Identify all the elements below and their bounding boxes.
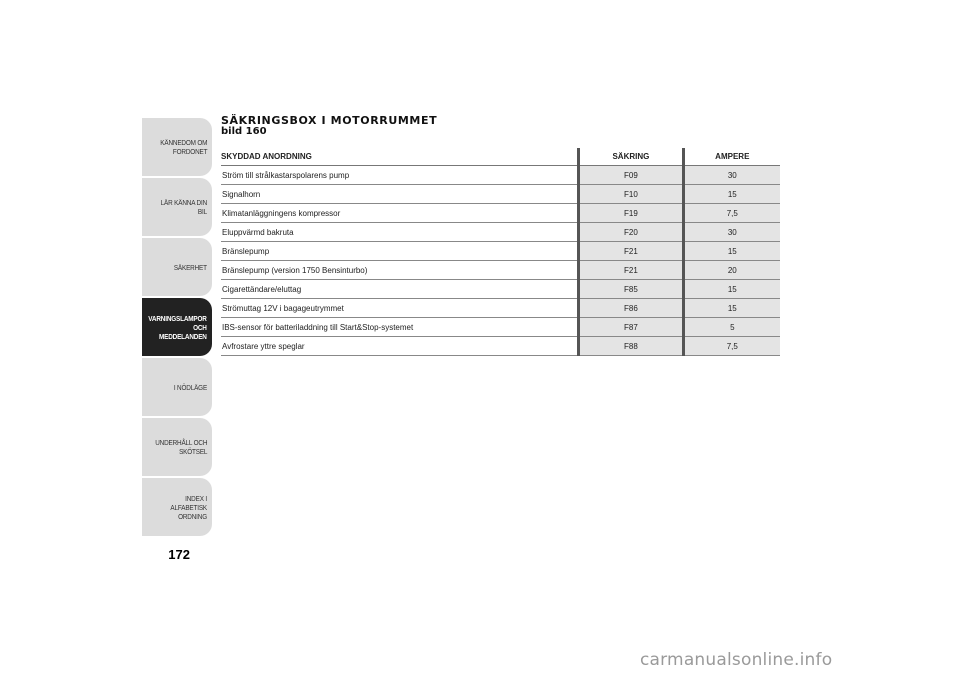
tab-label: KÄNNEDOM OM FORDONET — [159, 138, 207, 156]
cell-ampere: 15 — [683, 185, 780, 204]
table-row — [221, 299, 780, 318]
page-number: 172 — [168, 547, 190, 562]
tab-varningslampor-och-meddelanden[interactable] — [142, 298, 212, 356]
cell-fuse: F21 — [579, 261, 683, 280]
cell-fuse: F09 — [579, 166, 683, 185]
cell-fuse: F85 — [579, 280, 683, 299]
cell-ampere: 15 — [683, 242, 780, 261]
table-row — [221, 166, 780, 185]
tab-lar-kanna-din-bil[interactable] — [142, 178, 212, 236]
table-row — [221, 223, 780, 242]
cell-device: Bränslepump — [221, 242, 579, 261]
tab-sakerhet[interactable] — [142, 238, 212, 296]
tab-label: I NÖDLÄGE — [173, 382, 207, 392]
cell-device: Strömuttag 12V i bagageutrymmet — [221, 299, 579, 318]
tab-underhall-och-skotsel[interactable] — [142, 418, 212, 476]
cell-ampere: 15 — [683, 299, 780, 318]
tab-kannedom-om-fordonet[interactable] — [142, 118, 212, 176]
cell-device: Signalhorn — [221, 185, 579, 204]
tab-label: SÄKERHET — [173, 262, 207, 272]
cell-ampere: 20 — [683, 261, 780, 280]
table-row — [221, 204, 780, 223]
cell-ampere: 5 — [683, 318, 780, 337]
table-row — [221, 280, 780, 299]
section-title: SÄKRINGSBOX I MOTORRUMMET — [221, 114, 438, 127]
cell-device: Ström till strålkastarspolarens pump — [221, 166, 579, 185]
table-row — [221, 337, 780, 356]
table-row — [221, 185, 780, 204]
cell-fuse: F21 — [579, 242, 683, 261]
tab-label: VARNINGSLAMPOR OCH MEDDELANDEN — [148, 313, 207, 341]
header-ampere: AMPERE — [683, 148, 780, 166]
table-row — [221, 318, 780, 337]
cell-fuse: F19 — [579, 204, 683, 223]
cell-ampere: 15 — [683, 280, 780, 299]
tab-label: INDEX I ALFABETISK ORDNING — [170, 493, 207, 521]
cell-fuse: F88 — [579, 337, 683, 356]
cell-ampere: 7,5 — [683, 337, 780, 356]
cell-device: IBS-sensor för batteriladdning till Start&Stop-systemet — [221, 318, 579, 337]
tab-index-i-alfabetisk-ordning[interactable] — [142, 478, 212, 536]
cell-fuse: F87 — [579, 318, 683, 337]
tab-label: LÄR KÄNNA DIN BIL — [160, 198, 207, 216]
table-header-row — [221, 148, 780, 166]
cell-device: Eluppvärmd bakruta — [221, 223, 579, 242]
cell-device: Avfrostare yttre speglar — [221, 337, 579, 356]
cell-ampere: 7,5 — [683, 204, 780, 223]
cell-device: Klimatanläggningens kompressor — [221, 204, 579, 223]
header-protected-device: SKYDDAD ANORDNING — [221, 148, 579, 166]
cell-fuse: F20 — [579, 223, 683, 242]
cell-device: Cigarettändare/eluttag — [221, 280, 579, 299]
section-subtitle: bild 160 — [221, 126, 267, 137]
cell-fuse: F86 — [579, 299, 683, 318]
cell-device: Bränslepump (version 1750 Bensinturbo) — [221, 261, 579, 280]
table-row — [221, 261, 780, 280]
header-fuse: SÄKRING — [579, 148, 683, 166]
fuse-table — [221, 148, 780, 356]
chapter-sidebar — [142, 118, 212, 538]
cell-ampere: 30 — [683, 223, 780, 242]
tab-label: UNDERHÅLL OCH SKÖTSEL — [154, 438, 207, 456]
cell-fuse: F10 — [579, 185, 683, 204]
cell-ampere: 30 — [683, 166, 780, 185]
tab-i-nodlage[interactable] — [142, 358, 212, 416]
table-row — [221, 242, 780, 261]
watermark: carmanualsonline.info — [640, 650, 833, 670]
